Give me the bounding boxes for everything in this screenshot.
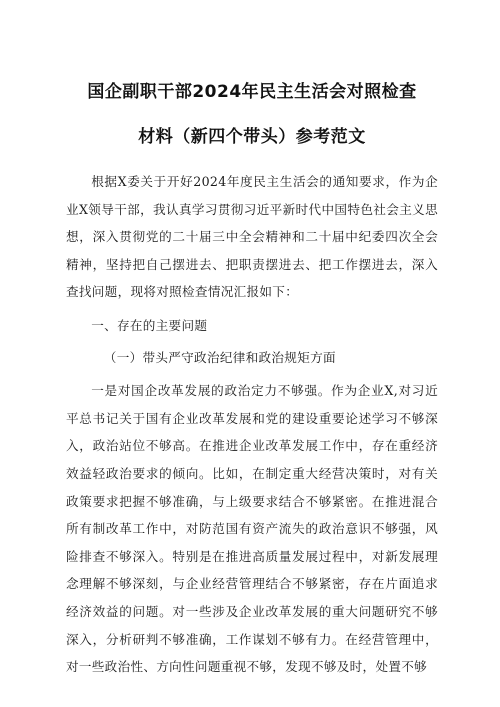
document-body <box>66 168 438 681</box>
document-title-line-1: 国企副职干部2024年民主生活会对照检查 <box>87 82 417 102</box>
body-paragraph-1: 一是对国企改革发展的政治定力不够强。作为企业X,对习近平总书记关于国有企业改革发展和党的建设重要论述学习不够深入，政治站位不够高。在推进企业改革发展工作中，存在重经济效益轻政治要求的倾向。比如，在制定重大经营决策时，对有关政策要求把握不够准确，与上级要求结合不够紧密。在推进混合所有制改革工作中，对防范国有资产流失的政治意识不够强，风险排查不够深入。特别是在推进高质量发展过程中，对新发展理念理解不够深刻，与企业经营管理结合不够紧密，存在片面追求经济效益的问题。对一些涉及企业改革发展的重大问题研究不够深入，分析研判不够准确，工作谋划不够有力。在经营管理中，对一些政治性、方向性问题重视不够，发现不够及时，处置不够 <box>66 383 438 675</box>
section-heading-1: 一、存在的主要问题 <box>91 317 208 333</box>
subsection-heading-1: （一）带头严守政治纪律和政治规矩方面 <box>103 349 336 365</box>
document-title-line-2: 材料（新四个带头）参考范文 <box>138 127 366 147</box>
intro-paragraph: 根据X委关于开好2024年度民主生活会的通知要求，作为企业X领导干部，我认真学习贯彻习近平新时代中国特色社会主义思想，深入贯彻党的二十届三中全会精神和二十届中纪委四次全会精神，坚持把自己摆进去、把职责摆进去、把工作摆进去，深入查找问题，现将对照检查情况汇报如下： <box>66 174 438 300</box>
